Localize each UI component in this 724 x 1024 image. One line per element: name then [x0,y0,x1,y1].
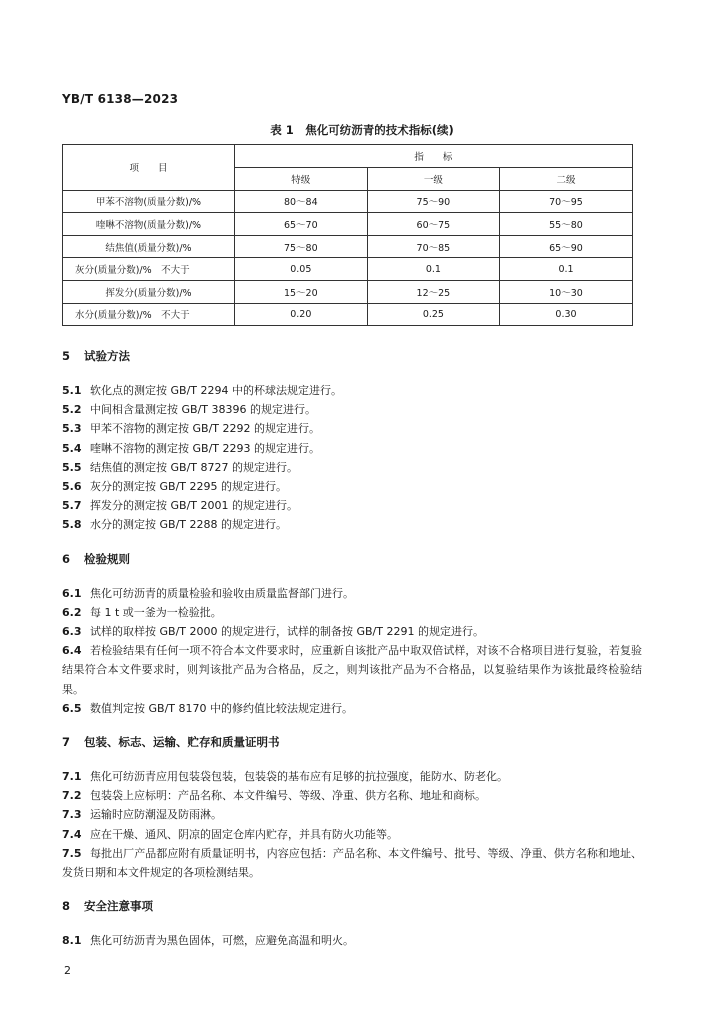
row-item: 甲苯不溶物(质量分数)/% [63,190,235,213]
clause [62,767,642,786]
table-row [63,213,633,236]
table-row [63,258,633,281]
row-item: 喹啉不溶物(质量分数)/% [63,213,235,236]
row-item: 结焦值(质量分数)/% [63,235,235,258]
item-header: 项 目 [63,145,235,191]
clause-number: 5.8 [62,518,82,532]
row-value: 0.25 [367,303,500,326]
clause-text: 焦化可纺沥青为黑色固体，可燃，应避免高温和明火。 [90,934,354,948]
clause [62,439,642,458]
clause [62,381,642,400]
clause-number: 7.4 [62,827,82,841]
section-heading [62,732,642,752]
clause-number: 5.4 [62,441,82,455]
row-value: 65～70 [235,213,368,236]
clause-number: 5.1 [62,384,82,397]
clause-text: 每 1 t 或一釜为一检验批。 [90,605,222,619]
row-value: 0.20 [235,303,368,326]
spec-table [62,144,633,326]
table-row [63,280,633,303]
clause [62,400,642,419]
clause [62,786,642,805]
row-value: 60～75 [367,213,500,236]
clause-text: 每批出厂产品都应附有质量证明书，内容应包括：产品名称、本文件编号、批号、等级、净重、供方名称和地址、发货日期和本文件规定的各项检测结果。 [62,846,642,880]
clause-number: 6.4 [62,644,82,658]
clause-text: 试样的取样按 GB/T 2000 的规定进行，试样的制备按 GB/T 2291 的规定进行。 [90,625,484,639]
row-value: 75～80 [235,235,368,258]
section-title: 试验方法 [84,349,130,363]
row-value: 70～85 [367,235,500,258]
row-value: 0.30 [500,303,633,326]
clause-text: 焦化可纺沥青应用包装袋包装，包装袋的基布应有足够的抗拉强度，能防水、防老化。 [90,770,508,784]
grade-header: 二级 [500,168,633,191]
row-value: 0.05 [235,258,368,281]
grade-header: 特级 [235,168,368,191]
clause-text: 结焦值的测定按 GB/T 8727 的规定进行。 [90,460,298,474]
row-value: 12～25 [367,280,500,303]
clause [62,622,642,641]
clause [62,641,642,699]
clause [62,496,642,515]
clause-text: 应在干燥、通风、阴凉的固定仓库内贮存，并具有防火功能等。 [90,827,398,841]
clause-text: 甲苯不溶物的测定按 GB/T 2292 的规定进行。 [90,422,320,436]
clause-text: 包装袋上应标明：产品名称、本文件编号、等级、净重、供方名称、地址和商标。 [90,789,486,803]
table-row [63,190,633,213]
row-value: 55～80 [500,213,633,236]
row-value: 70～95 [500,190,633,213]
clause [62,699,642,718]
row-item: 挥发分(质量分数)/% [63,280,235,303]
clause-text: 中间相含量测定按 GB/T 38396 的规定进行。 [90,403,316,417]
clause-text: 喹啉不溶物的测定按 GB/T 2293 的规定进行。 [90,441,320,455]
clause [62,805,642,824]
clause-number: 7.2 [62,789,82,803]
row-value: 80～84 [235,190,368,213]
section-title: 检验规则 [84,551,130,566]
row-value: 0.1 [500,258,633,281]
clause-text: 软化点的测定按 GB/T 2294 中的杯球法规定进行。 [90,384,342,397]
clause-number: 7.1 [62,770,82,784]
clause-number: 5.2 [62,403,82,417]
clause-number: 5.6 [62,480,82,494]
clause [62,458,642,477]
clause-text: 灰分的测定按 GB/T 2295 的规定进行。 [90,480,287,494]
section-heading [62,346,642,366]
clause-number: 5.7 [62,499,82,513]
section-title: 包装、标志、运输、贮存和质量证明书 [84,735,280,750]
clause-number: 6.5 [62,701,82,715]
clause [62,584,642,603]
clause-number: 7.5 [62,846,82,860]
row-value: 0.1 [367,258,500,281]
section-heading [62,549,642,569]
row-value: 75～90 [367,190,500,213]
table-row [63,235,633,258]
row-item: 水分(质量分数)/% 不大于 [63,303,235,326]
clause [62,419,642,438]
section-heading [62,896,642,916]
clause-text: 焦化可纺沥青的质量检验和验收由质量监督部门进行。 [90,586,354,600]
row-item: 灰分(质量分数)/% 不大于 [63,258,235,281]
row-value: 10～30 [500,280,633,303]
clause [62,603,642,622]
clause-text: 水分的测定按 GB/T 2288 的规定进行。 [90,518,287,532]
row-value: 65～90 [500,235,633,258]
table-row [63,303,633,326]
clause-number: 6.1 [62,586,82,600]
page-number: 2 [64,964,71,977]
clause-text: 数值判定按 GB/T 8170 中的修约值比较法规定进行。 [90,701,353,715]
clause [62,825,642,844]
row-value: 15～20 [235,280,368,303]
clause-number: 8.1 [62,934,82,948]
section-number: 6 [62,551,71,566]
clause-text: 若检验结果有任何一项不符合本文件要求时，应重新自该批产品中取双倍试样，对该不合格项目进行复验，若复验结果符合本文件要求时，则判该批产品为合格品，反之，则判该批产品为不合格品，以复验结果作为该批最终检验结果。 [62,644,642,696]
section-number: 5 [62,349,71,363]
clause-number: 6.2 [62,605,82,619]
indicator-header: 指 标 [235,145,633,168]
clause [62,515,642,534]
clause-text: 运输时应防潮湿及防雨淋。 [90,808,222,822]
clause [62,477,642,496]
body-content [62,346,642,950]
section-number: 7 [62,735,71,750]
document-code: YB/T 6138—2023 [62,92,179,106]
clause-number: 6.3 [62,625,82,639]
section-number: 8 [62,899,71,914]
grade-header: 一级 [367,168,500,191]
clause-text: 挥发分的测定按 GB/T 2001 的规定进行。 [90,499,298,513]
clause-number: 5.3 [62,422,82,436]
clause-number: 5.5 [62,460,82,474]
table-title: 表 1 焦化可纺沥青的技术指标(续) [270,123,454,137]
clause [62,844,642,882]
clause [62,931,642,950]
section-title: 安全注意事项 [84,899,153,914]
clause-number: 7.3 [62,808,82,822]
